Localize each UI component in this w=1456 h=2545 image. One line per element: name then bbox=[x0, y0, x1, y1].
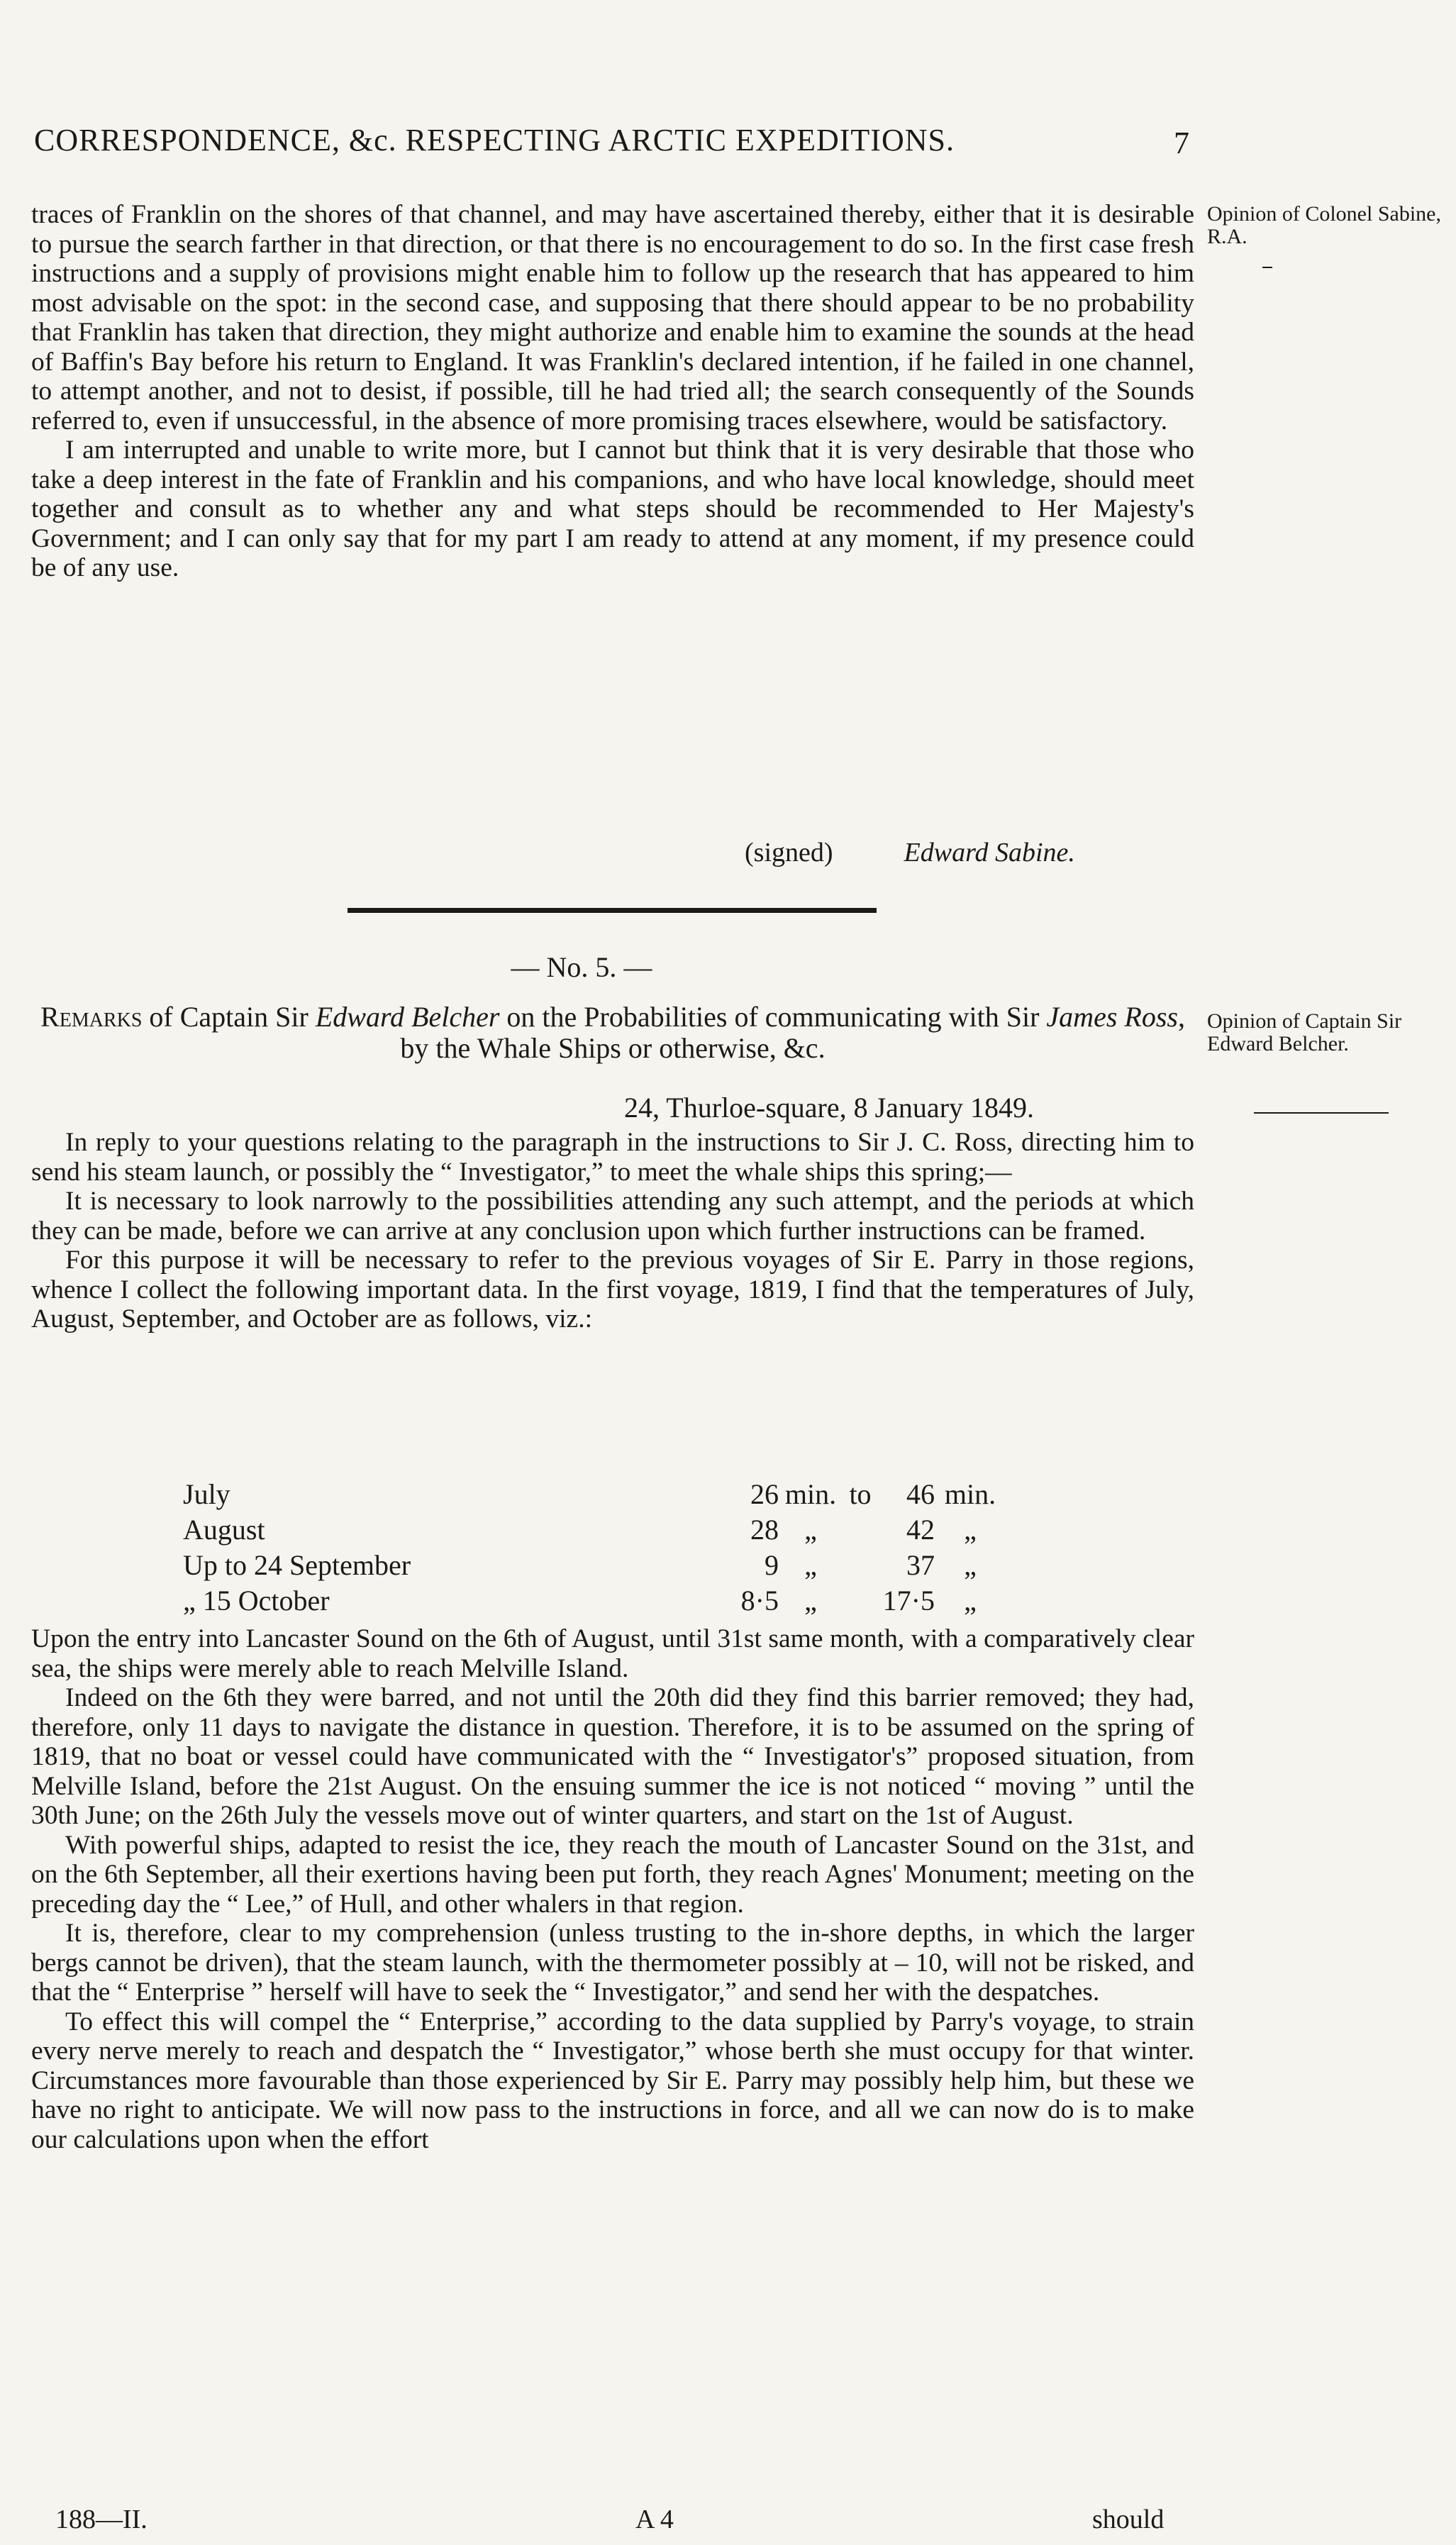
unit-cell: „ bbox=[804, 1549, 817, 1581]
unit-cell: „ bbox=[804, 1585, 817, 1617]
max-cell: 37 bbox=[906, 1549, 935, 1581]
sabine-letter-body bbox=[31, 200, 1194, 583]
paragraph: It is necessary to look narrowly to the possibilities attending any such attempt, and the periods at which they can be made, before we can arrive at any conclusion upon which further instructions can be framed. bbox=[31, 1187, 1194, 1246]
unit-cell: „ bbox=[964, 1514, 977, 1546]
sheet-number: 188—II. bbox=[55, 2505, 148, 2534]
margin-rule bbox=[1262, 267, 1272, 268]
paragraph: It is, therefore, clear to my comprehension (unless trusting to the in-shore depths, in which the larger bergs cannot be driven), that the steam launch, with the thermometer possibly at – 10, will not be risked, and that the “ Enterprise ” herself will have to seek the “ Investigator,” and send her with the despatches. bbox=[31, 1919, 1194, 2007]
to-cell bbox=[843, 1513, 878, 1548]
paragraph: With powerful ships, adapted to resist the ice, they reach the mouth of Lancaster Sound on the 31st, and on the 6th September, all their exertions having been put forth, they reach Agnes' Monument; meeting on the preceding day the “ Lee,” of Hull, and other whalers in that region. bbox=[31, 1830, 1194, 1919]
unit-cell: „ bbox=[964, 1585, 977, 1617]
heading-text: of Captain Sir bbox=[142, 1001, 316, 1033]
running-title: CORRESPONDENCE, &c. RESPECTING ARCTIC EXPEDITIONS. bbox=[34, 123, 955, 157]
paragraph: Upon the entry into Lancaster Sound on the 6th of August, until 31st same month, with a comparatively clear sea, the ships were merely able to reach Melville Island. bbox=[31, 1624, 1194, 1683]
unit-cell: min. bbox=[944, 1478, 996, 1510]
month-cell: August bbox=[183, 1514, 265, 1546]
to-cell: to bbox=[849, 1478, 872, 1510]
heading-lead: Remarks bbox=[40, 1001, 143, 1033]
document-heading bbox=[31, 1002, 1194, 1064]
paragraph: For this purpose it will be necessary to refer to the previous voyages of Sir E. Parry in those regions, whence I collect the following important data. In the first voyage, 1819, I find that the temperatures of July, August, September, and October are as follows, viz.: bbox=[31, 1246, 1194, 1334]
signed-label: (signed) bbox=[745, 838, 833, 867]
max-cell: 42 bbox=[906, 1514, 935, 1546]
max-cell: 17·5 bbox=[882, 1585, 935, 1617]
table-row bbox=[183, 1477, 1006, 1513]
table-row bbox=[183, 1584, 1006, 1619]
section-divider bbox=[348, 908, 877, 913]
to-cell bbox=[843, 1584, 878, 1619]
catchword: should bbox=[1092, 2505, 1165, 2534]
table-row bbox=[183, 1548, 1006, 1584]
belcher-letter-body-bottom bbox=[31, 1624, 1194, 2154]
dateline: 24, Thurloe-square, 8 January 1849. bbox=[624, 1092, 1035, 1124]
month-cell: July bbox=[183, 1478, 230, 1510]
margin-note-sabine: Opinion of Colonel Sabine, R.A. bbox=[1207, 202, 1441, 248]
heading-text: , by the Whale Ships or otherwise, &c. bbox=[400, 1001, 1185, 1064]
belcher-letter-body-top bbox=[31, 1128, 1194, 1334]
max-cell: 46 bbox=[906, 1478, 935, 1510]
paragraph: I am interrupted and unable to write more, but I cannot but think that it is very desirable that those who take a deep interest in the fate of Franklin and his companions, and who have local knowledge, should meet together and consult as to whether any and what steps should be recommended to Her Majesty's Government; and I can only say that for my part I am ready to attend at any moment, if my presence could be of any use. bbox=[31, 436, 1194, 582]
min-cell: 28 bbox=[750, 1514, 779, 1546]
unit-cell: min. bbox=[784, 1478, 837, 1510]
paragraph: Indeed on the 6th they were barred, and not until the 20th did they find this barrier removed; they had, therefore, only 11 days to navigate the distance in question. Therefore, it is to be assumed on the spring of 1819, that no boat or vessel could have communicated with the “ Investigator's” proposed situation, from Melville Island, before the 21st August. On the ensuing summer the ice is not noticed “ moving ” until the 30th June; on the 26th July the vessels move out of winter quarters, and start on the 1st of August. bbox=[31, 1683, 1194, 1830]
heading-name: Edward Belcher bbox=[315, 1001, 500, 1033]
min-cell: 8·5 bbox=[740, 1585, 779, 1617]
unit-cell: „ bbox=[964, 1549, 977, 1581]
paragraph: To effect this will compel the “ Enterprise,” according to the data supplied by Parry's voyage, to strain every nerve merely to reach and despatch the “ Investigator,” whose berth she must occupy for that winter. Circumstances more favourable than those experienced by Sir E. Parry may possibly help him, but these we have no right to anticipate. We will now pass to the instructions in force, and all we can now do is to make our calculations upon when the effort bbox=[31, 2007, 1194, 2154]
month-cell: „ 15 October bbox=[183, 1585, 330, 1617]
margin-note-belcher: Opinion of Captain Sir Edward Belcher. bbox=[1207, 1009, 1402, 1055]
month-cell: Up to 24 September bbox=[183, 1549, 411, 1581]
min-cell: 9 bbox=[765, 1549, 779, 1581]
document-number: — No. 5. — bbox=[511, 951, 652, 983]
paragraph: traces of Franklin on the shores of that channel, and may have ascertained thereby, either that it is desirable to pursue the search farther in that direction, or that there is no encouragement to do so. In the first case fresh instructions and a supply of provisions might enable him to follow up the research that has appeared to him most advisable on the spot: in the second case, and supposing that there should appear to be no probability that Franklin has taken that direction, they might authorize and enable him to examine the sounds at the head of Baffin's Bay before his return to England. It was Franklin's declared intention, if he failed in one channel, to attempt another, and not to desist, if possible, till he had tried all; the search consequently of the Sounds referred to, even if unsuccessful, in the absence of more promising traces elsewhere, would be satisfactory. bbox=[31, 200, 1194, 436]
signature-mark: A 4 bbox=[635, 2505, 674, 2534]
heading-text: on the Probabilities of communicating with Sir bbox=[499, 1001, 1047, 1033]
table-row bbox=[183, 1513, 1006, 1548]
paragraph: In reply to your questions relating to the paragraph in the instructions to Sir J. C. Ross, directing him to send his steam launch, or possibly the “ Investigator,” to meet the whale ships this spring;— bbox=[31, 1128, 1194, 1187]
heading-name: James Ross bbox=[1046, 1001, 1178, 1033]
page-number: 7 bbox=[1174, 126, 1189, 160]
min-cell: 26 bbox=[750, 1478, 779, 1510]
signer-name: Edward Sabine. bbox=[904, 838, 1075, 867]
temperature-table bbox=[183, 1477, 1006, 1619]
to-cell bbox=[843, 1548, 878, 1584]
margin-rule bbox=[1254, 1112, 1389, 1114]
unit-cell: „ bbox=[804, 1514, 817, 1546]
signature-line bbox=[745, 837, 1075, 868]
